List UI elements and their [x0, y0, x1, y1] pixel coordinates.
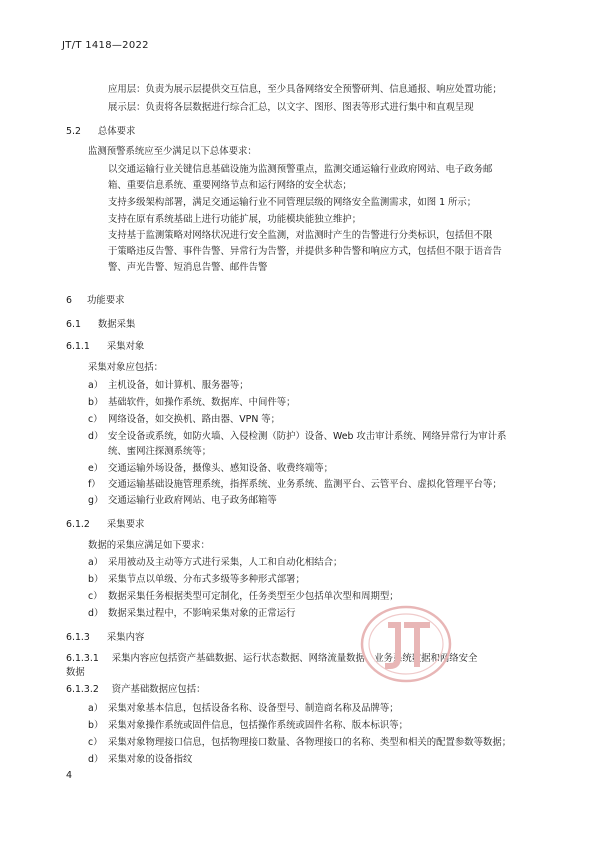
list-marker: f）: [88, 479, 101, 490]
list-item: 支持在原有系统基础上进行功能扩展，功能模块能独立维护；: [108, 214, 362, 225]
list-item: 采集节点以单级、分布式多级等多种形式部署；: [108, 574, 305, 585]
section-heading-6: [66, 295, 124, 307]
list-item: 支持基于监测策略对网络状况进行安全监测，对监测时产生的告警进行分类标识，包括但不限: [108, 230, 493, 241]
list-item: 网络设备，如交换机、路由器、VPN 等；: [108, 414, 281, 425]
section-number: 6.1.3: [66, 632, 90, 643]
section-number: 6.1.3.1: [66, 653, 99, 664]
page-header: JT/T 1418—2022: [62, 40, 149, 51]
list-item: 数据采集过程中，不影响采集对象的正常运行: [108, 608, 296, 619]
paragraph-intro: 监测预警系统应至少满足以下总体要求：: [88, 146, 257, 157]
list-marker: d）: [88, 754, 104, 765]
section-text: 采集内容应包括资产基础数据、运行状态数据、网络流量数据、业务系统数据和网络安全: [111, 653, 478, 664]
section-title: 资产基础数据应包括：: [111, 684, 206, 695]
list-item: 于策略违反告警、事件告警、异常行为告警，并提供多种告警和响应方式，包括但不限于语音告: [108, 246, 502, 257]
list-item: 交通运输外场设备，摄像头、感知设备、收费终端等；: [108, 463, 334, 474]
list-marker: b）: [88, 720, 104, 731]
list-marker: d）: [88, 431, 104, 442]
list-item: 支持多级架构部署，满足交通运输行业不同管理层级的网络安全监测需求，如图 1 所示；: [108, 197, 477, 208]
list-item: 基础软件，如操作系统、数据库、中间件等；: [108, 397, 296, 408]
list-item: 以交通运输行业关键信息基础设施为监测预警重点，监测交通运输行业政府网站、电子政务邮: [108, 164, 493, 175]
list-item: 安全设备或系统，如防火墙、入侵检测（防护）设备、Web 攻击审计系统、网络异常行为审计系: [108, 431, 507, 442]
jt-watermark-logo: [358, 603, 454, 685]
list-marker: b）: [88, 397, 104, 408]
section-title: 数据采集: [97, 319, 136, 330]
list-item: 交通运输行业政府网站、电子政务邮箱等: [108, 495, 277, 506]
list-item: 警、声光告警、短消息告警、邮件告警: [108, 262, 268, 273]
section-heading-6-1-2: [66, 519, 144, 531]
section-heading-6-1-3-2: [66, 684, 206, 696]
section-number: 6.1: [66, 319, 81, 330]
list-item: 交通运输基础设施管理系统，指挥系统、业务系统、监测平台、云管平台、虚拟化管理平台等；: [108, 479, 502, 490]
list-item: 主机设备，如计算机、服务器等；: [108, 380, 249, 391]
paragraph-intro: 数据的采集应满足如下要求：: [88, 540, 210, 551]
list-item: 数据采集任务根据类型可定制化，任务类型至少包括单次型和周期型；: [108, 591, 399, 602]
list-marker: c）: [88, 414, 103, 425]
list-item-continuation: 统、蜜网注探测系统等；: [108, 446, 212, 457]
section-title: 功能要求: [86, 295, 125, 306]
section-text-continuation: 数据: [66, 667, 85, 678]
section-number: 6.1.3.2: [66, 684, 99, 695]
section-heading-6-1-3: [66, 632, 144, 644]
section-number: 5.2: [66, 126, 81, 137]
list-marker: d）: [88, 608, 104, 619]
list-marker: e）: [88, 463, 104, 474]
list-marker: a）: [88, 557, 104, 568]
list-marker: a）: [88, 703, 104, 714]
section-title: 总体要求: [97, 126, 136, 137]
list-marker: b）: [88, 574, 104, 585]
list-marker: a）: [88, 380, 104, 391]
page-number: 4: [66, 770, 73, 781]
intro-line-application: 应用层：负责为展示层提供交互信息，至少具备网络安全预警研判、信息通报、响应处置功能；: [108, 84, 502, 95]
list-item: 采用被动及主动等方式进行采集，人工和自动化相结合；: [108, 557, 343, 568]
list-item: 箱、重要信息系统、重要网络节点和运行网络的安全状态；: [108, 180, 352, 191]
list-item: 采集对象物理接口信息，包括物理接口数量、各物理接口的名称、类型和相关的配置参数等数据；: [108, 737, 512, 748]
section-number: 6.1.2: [66, 519, 90, 530]
section-title: 采集对象: [106, 341, 145, 352]
list-marker: g）: [88, 495, 104, 506]
section-title: 采集要求: [106, 519, 145, 530]
list-marker: c）: [88, 737, 103, 748]
list-item: 采集对象操作系统或固件信息，包括操作系统或固件名称、版本标识等；: [108, 720, 409, 731]
section-heading-6-1: [66, 319, 135, 331]
paragraph-intro: 采集对象应包括：: [88, 362, 164, 373]
list-item: 采集对象基本信息，包括设备名称、设备型号、制造商名称及品牌等；: [108, 703, 399, 714]
intro-line-presentation: 展示层：负责将各层数据进行综合汇总，以文字、图形、图表等形式进行集中和直观呈现: [108, 102, 474, 113]
list-marker: c）: [88, 591, 103, 602]
section-heading-6-1-1: [66, 341, 144, 353]
section-number: 6.1.1: [66, 341, 90, 352]
section-title: 采集内容: [106, 632, 145, 643]
section-heading-5-2: [66, 126, 135, 138]
list-item: 采集对象的设备指纹: [108, 754, 193, 765]
section-number: 6: [66, 295, 72, 306]
